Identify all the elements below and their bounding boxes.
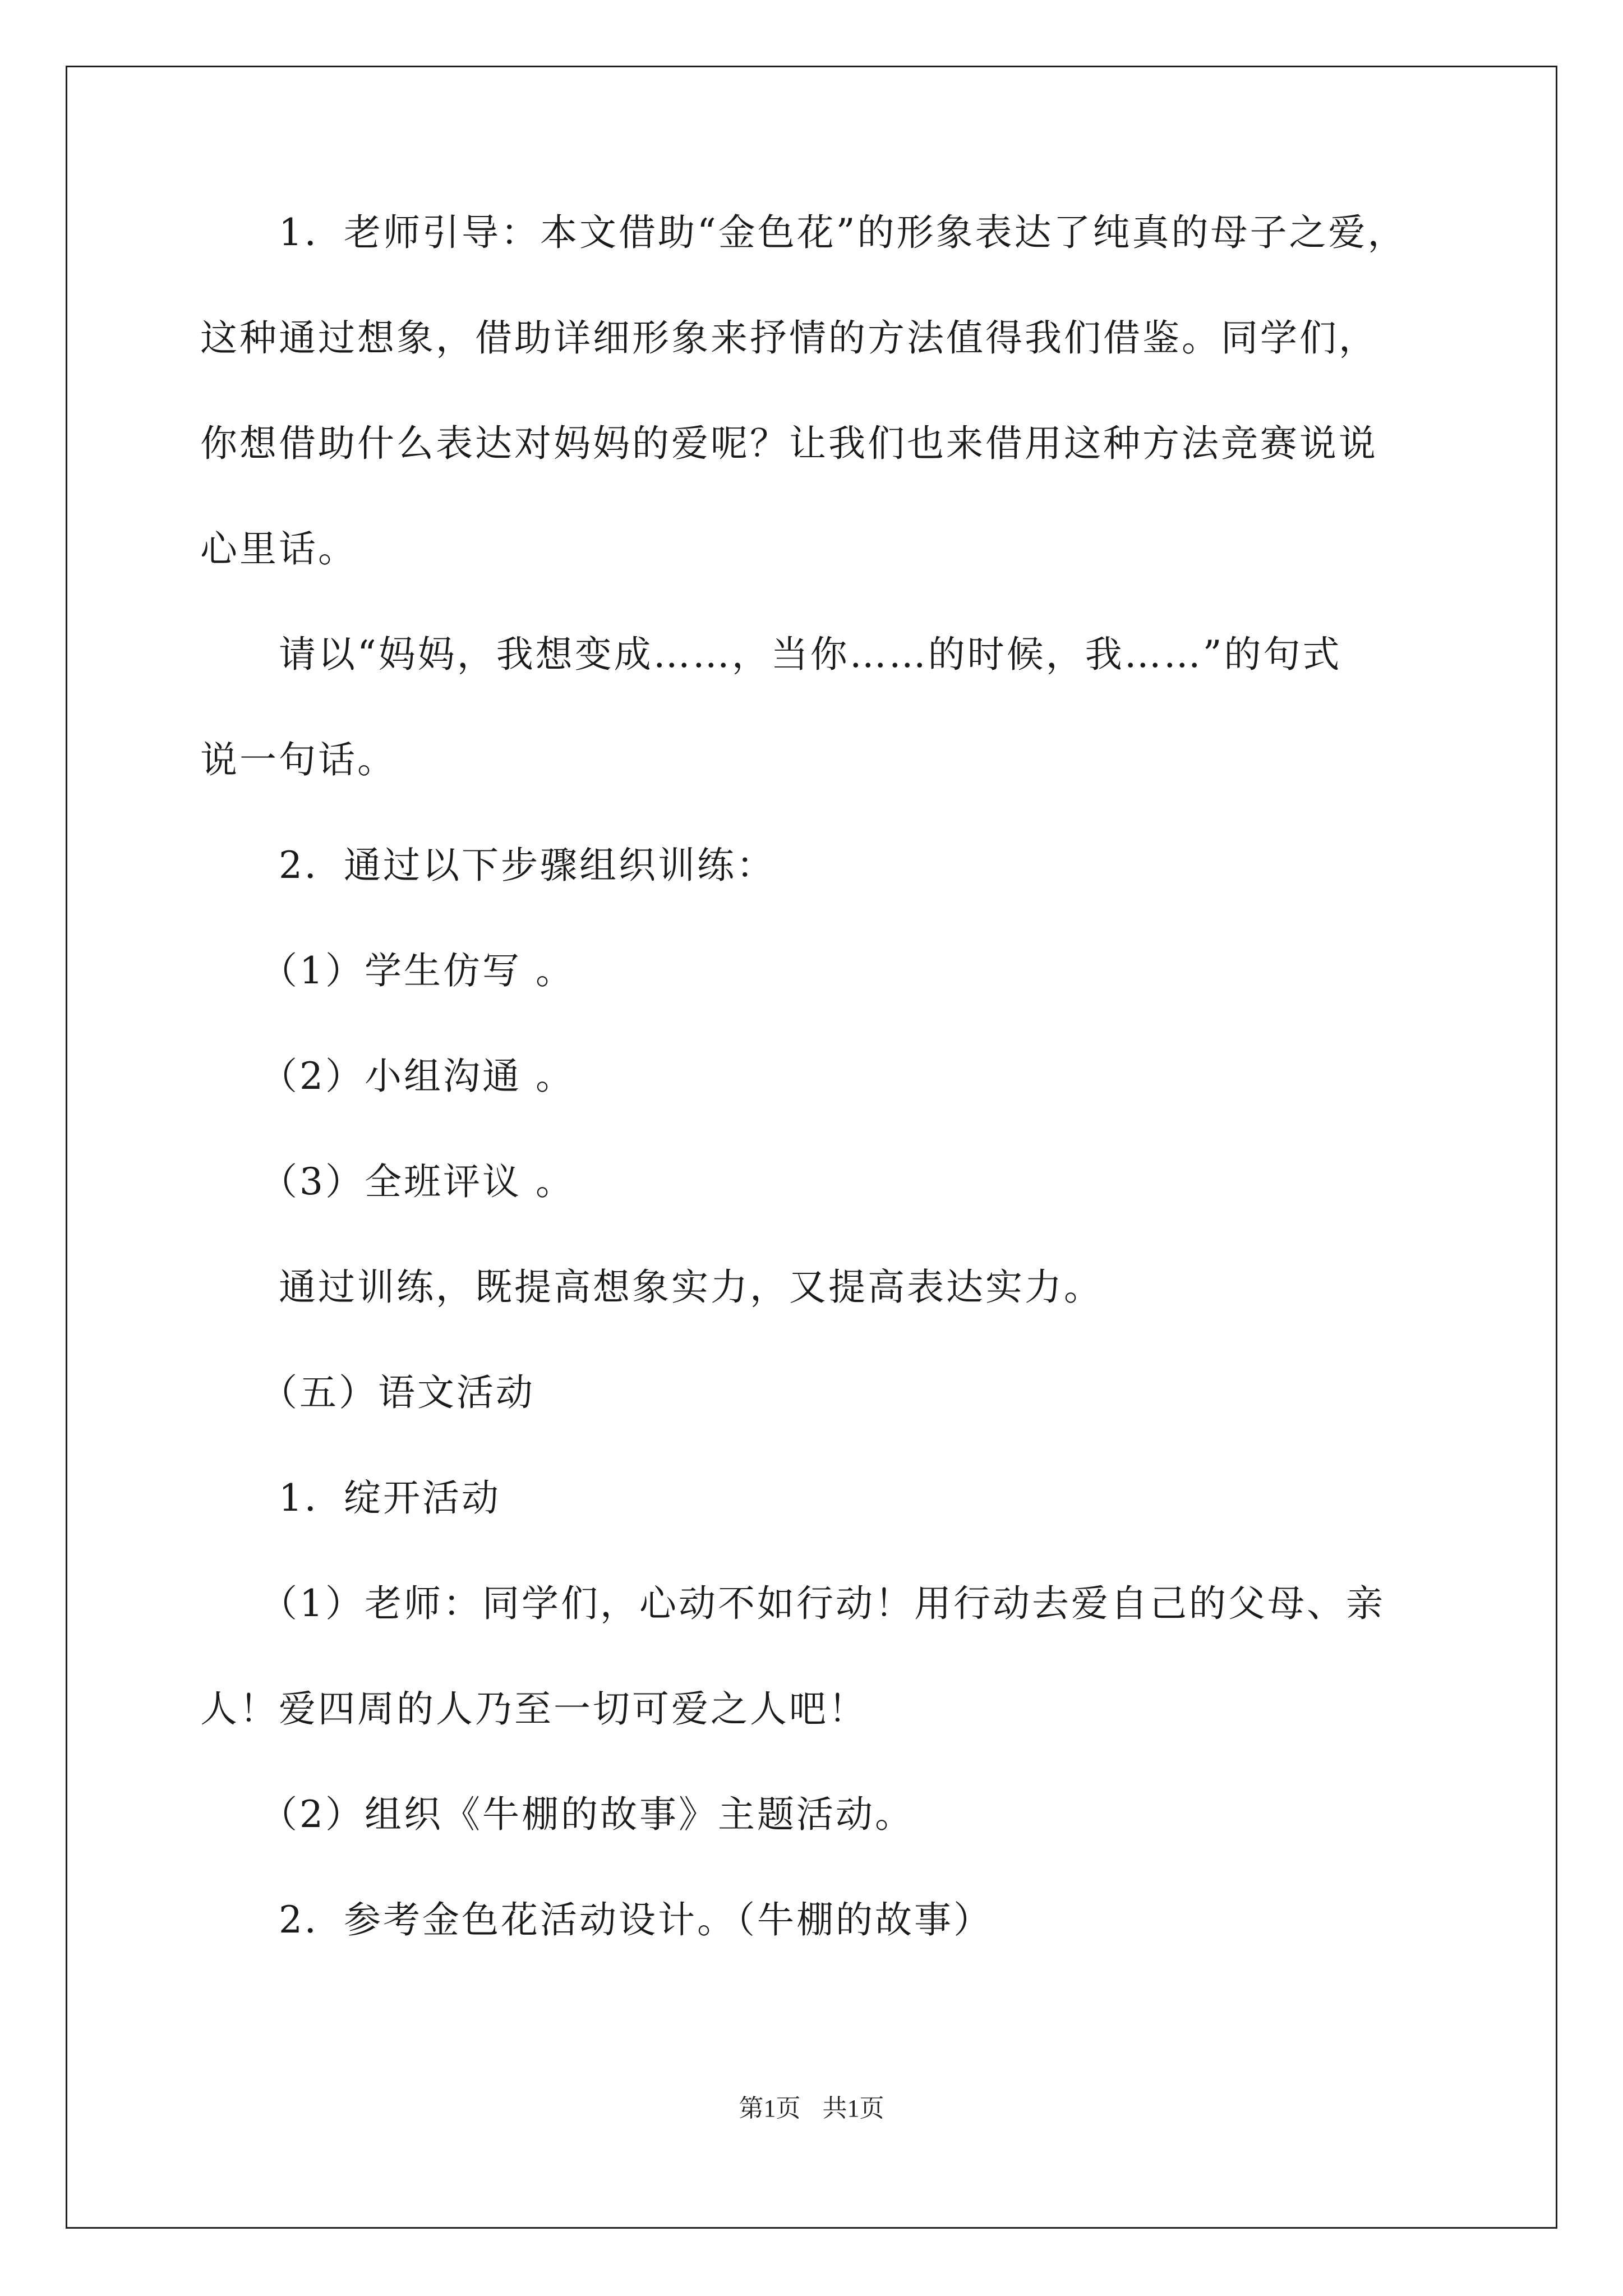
text-line: 人！爱四周的人乃至一切可爱之人吧！ [200,1687,868,1731]
text-line: 通过训练，既提高想象实力，又提高表达实力。 [200,1266,1103,1309]
text-line: （3）全班评议 。 [200,1160,575,1203]
text-line: （1）学生仿写 。 [200,949,575,992]
text-line: 2．通过以下步骤组织训练： [200,844,776,887]
text-line: （五）语文活动 [200,1371,535,1414]
text-line: （1）老师：同学们，心动不如行动！用行动去爱自己的父母、亲 [200,1582,1385,1625]
text-line: （2）小组沟通 。 [200,1055,575,1098]
text-line: 1．绽开活动 [200,1476,501,1520]
page-number-footer: 第1页 共1页 [739,2095,884,2122]
text-line: 2．参考金色花活动设计。（牛棚的故事） [200,1898,993,1941]
text-line: 1．老师引导：本文借助“金色花”的形象表达了纯真的母子之爱， [200,211,1407,254]
text-line: 请以“妈妈，我想变成……，当你……的时候，我……”的句式 [200,633,1342,676]
text-line: 你想借助什么表达对妈妈的爱呢？让我们也来借用这种方法竞赛说说 [200,422,1378,465]
text-line: 心里话。 [200,527,357,570]
text-line: 说一句话。 [200,738,396,781]
text-line: 这种通过想象，借助详细形象来抒情的方法值得我们借鉴。同学们， [200,316,1378,360]
text-line: （2）组织《牛棚的故事》主题活动。 [200,1793,914,1836]
